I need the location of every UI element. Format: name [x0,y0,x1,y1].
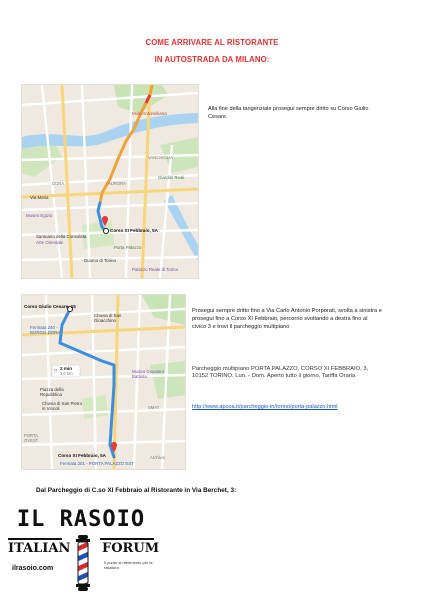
label-museo: Museo Egizio [26,213,53,218]
logo-tagline: Il punto di riferimento per la rasatura [104,560,153,570]
label-destination-1: Corso XI Febbraio, 5A [110,228,158,233]
car-icon: □ [54,368,58,374]
barber-pole-icon [72,535,94,593]
logo-site: ilrasoio.com [12,565,54,572]
label-chiesa: Chiesa di San Gioacchino [94,313,122,323]
route-time: 2 min [60,366,72,371]
label-aurora: AURORA [108,181,126,186]
label-vanchiglia: VANCHIGLIA [148,155,174,160]
label-vmarie: Via Maria [30,195,49,200]
page-title: COME ARRIVARE AL RISTORANTE [145,38,279,47]
logo-rule-left [8,538,62,540]
label-destination-2: Corso XI Febbraio, 5A [58,453,106,458]
logo-italian: ITALIAN [8,541,71,556]
label-origin: Corso Giulio Cesare, 15 [24,304,76,309]
page-subtitle: IN AUTOSTRADA DA MILANO: [154,55,270,64]
label-archivio: Archivio [150,455,165,460]
label-san-pietro: Chiesa di San Pietro in Vincoli [42,401,83,411]
label-giardini: Giardini Reali [158,175,185,180]
label-consolata: Santuario della Consolata [36,234,87,239]
label-porta: PORTA OVEST [24,433,39,443]
il-rasoio-logo [6,507,160,593]
parking-info: Parcheggio multipiano PORTA PALAZZO, CORSO XI FEBBRAIO, 3, 10152 TORINO, Lun. - Dom. Aperto tutto il giorno, Tariffa Oraria [192,366,369,380]
label-fermata2: Fermata 201 - PORTA PALAZZO EST [60,461,134,466]
label-mole: Mole Antonelliana [132,111,167,116]
logo-forum: FORUM [102,541,160,556]
label-duomo: Duomo di Torino [84,258,116,263]
label-arte: Arte Orientale [36,240,64,245]
label-museo-2: Museo Giovanni Battista [132,369,164,379]
map-1[interactable] [21,84,199,279]
label-dora: DORA [52,181,65,186]
instructions-1: Alla fine della tangenziale prosegui sempre dritto su Corso Giulio Cesare. [208,106,369,120]
label-smat: SMAT [148,405,160,410]
label-palazzo: Palazzo Reale di Torino [132,267,179,272]
footer-directions: Dal Parcheggio di C.so XI Febbraio al Ristorante in Via Berchet, 3: [36,487,237,494]
instructions-2: Prosegui sempre dritto fino a Via Carlo Antonio Porporati, svolta a sinistra e prosegui fino a Corso XI Febbraio, percorrio svoltando a destra fino al civico 3 e trovi il parcheggio multipiano [192,308,382,330]
logo-title: IL RASOIO [16,507,146,532]
parking-link[interactable]: http://www.apcoa.it/parcheggio-in/torino/porta-palazzo.html [192,404,338,410]
map-2[interactable] [21,294,186,470]
logo-rule-right [100,538,154,540]
route-distance: 1,0 km [60,371,73,376]
label-porta-palazzo-1: Porta Palazzo [114,245,142,250]
label-fermata: Fermata 240 - BORGO DORA [30,325,61,335]
label-piazza: Piazza della Repubblica [40,387,64,397]
